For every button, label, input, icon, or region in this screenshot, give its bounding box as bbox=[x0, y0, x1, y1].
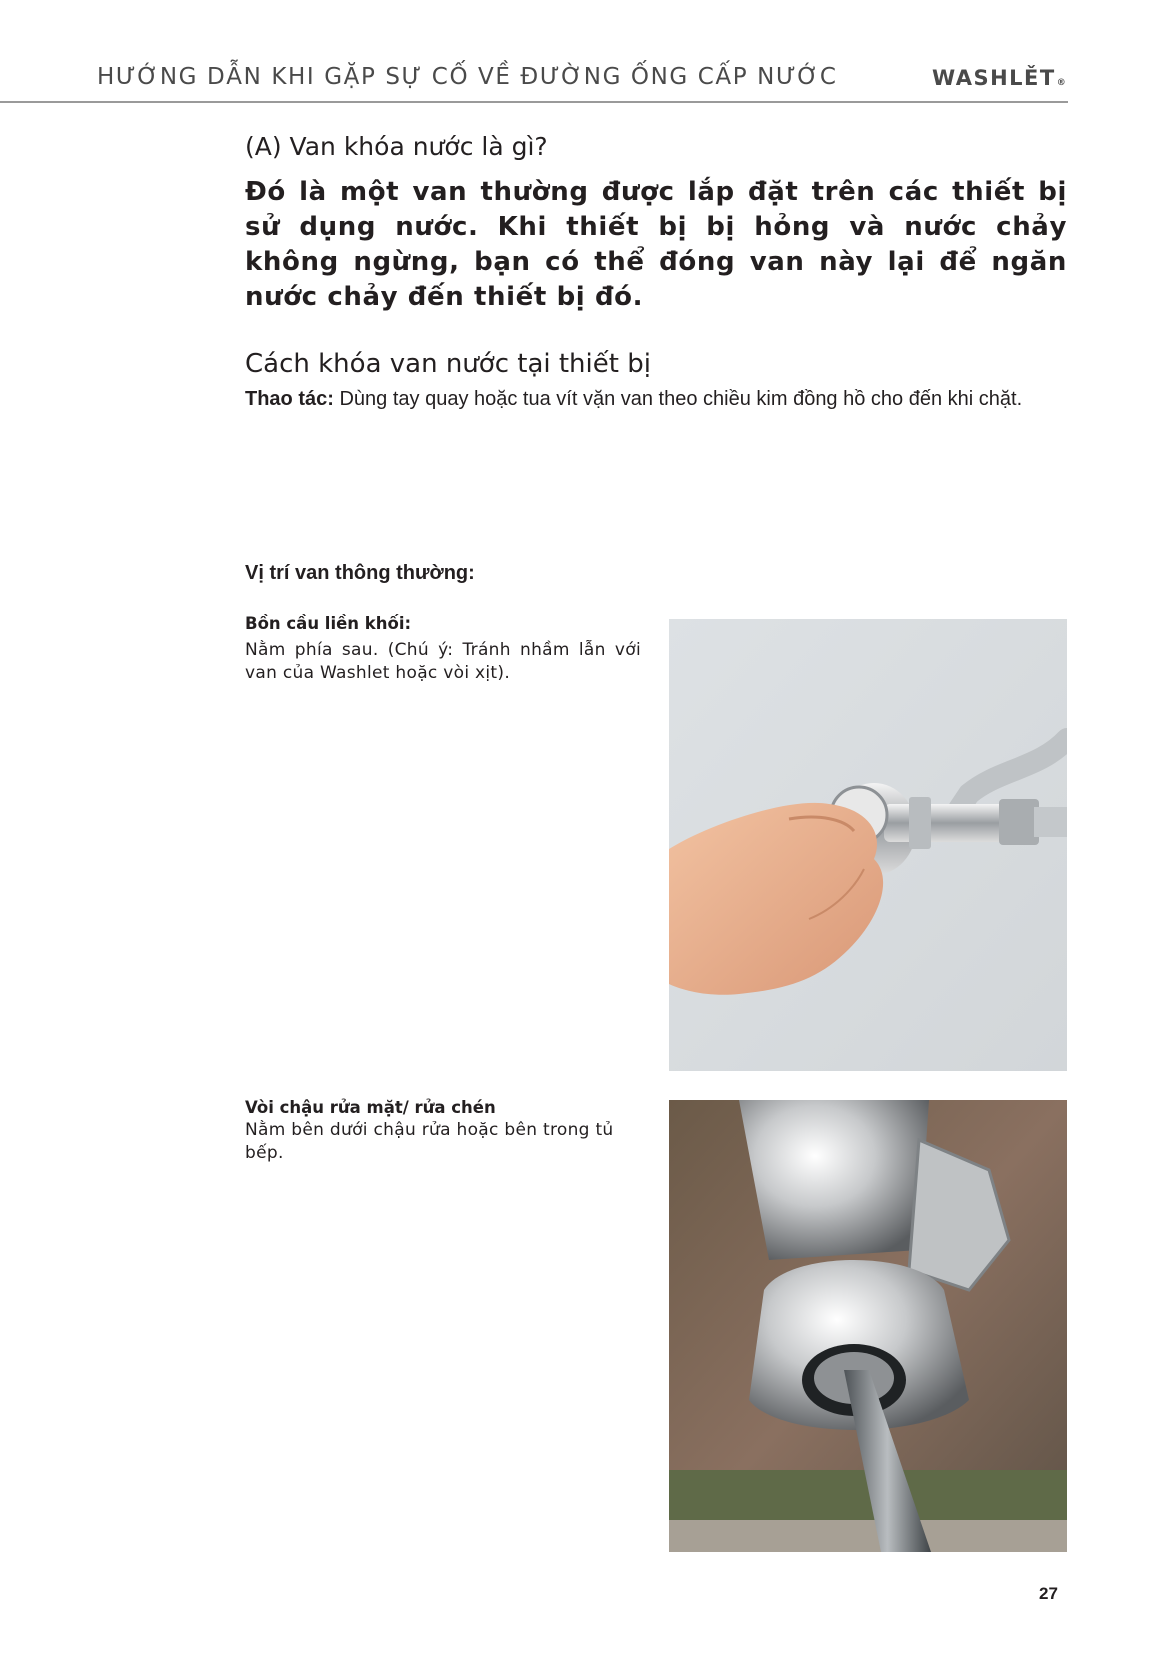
registered-mark: ® bbox=[1056, 78, 1068, 88]
header-title: HƯỚNG DẪN KHI GẶP SỰ CỐ VỀ ĐƯỜNG ỐNG CẤP NƯỚC bbox=[97, 64, 838, 90]
locations-title: Vị trí van thông thường: bbox=[245, 562, 475, 584]
how-to-heading: Cách khóa van nước tại thiết bị bbox=[245, 349, 651, 379]
instruction-body: Dùng tay quay hoặc tua vít vặn van theo chiều kim đồng hồ cho đến khi chặt. bbox=[333, 388, 1023, 410]
screwdriver-valve-photo bbox=[669, 1100, 1067, 1552]
header-divider bbox=[0, 101, 1068, 103]
brand-text: WASHLĚT bbox=[932, 66, 1056, 90]
hand-turning-valve-photo bbox=[669, 619, 1067, 1071]
instruction-label: Thao tác: bbox=[245, 388, 334, 410]
toilet-valve-desc: Nằm phía sau. (Chú ý: Tránh nhầm lẫn với van của Washlet hoặc vòi xịt). bbox=[245, 640, 641, 683]
washlet-logo bbox=[932, 66, 1067, 90]
sink-valve-title: Vòi chậu rửa mặt/ rửa chén bbox=[245, 1098, 496, 1117]
sink-valve-desc: Nằm bên dưới chậu rửa hoặc bên trong tủ bếp. bbox=[245, 1120, 614, 1163]
section-lead-text: Đó là một van thường được lắp đặt trên các thiết bị sử dụng nước. Khi thiết bị bị hỏng và nước chảy không ngừng, bạn có thể đóng van này lại để ngăn nước chảy đến thiết bị đó. bbox=[245, 177, 1067, 312]
page-number: 27 bbox=[1039, 1584, 1058, 1603]
instruction-text bbox=[245, 385, 1067, 414]
toilet-valve-title: Bồn cầu liền khối: bbox=[245, 614, 412, 633]
section-heading: (A) Van khóa nước là gì? bbox=[245, 132, 548, 161]
